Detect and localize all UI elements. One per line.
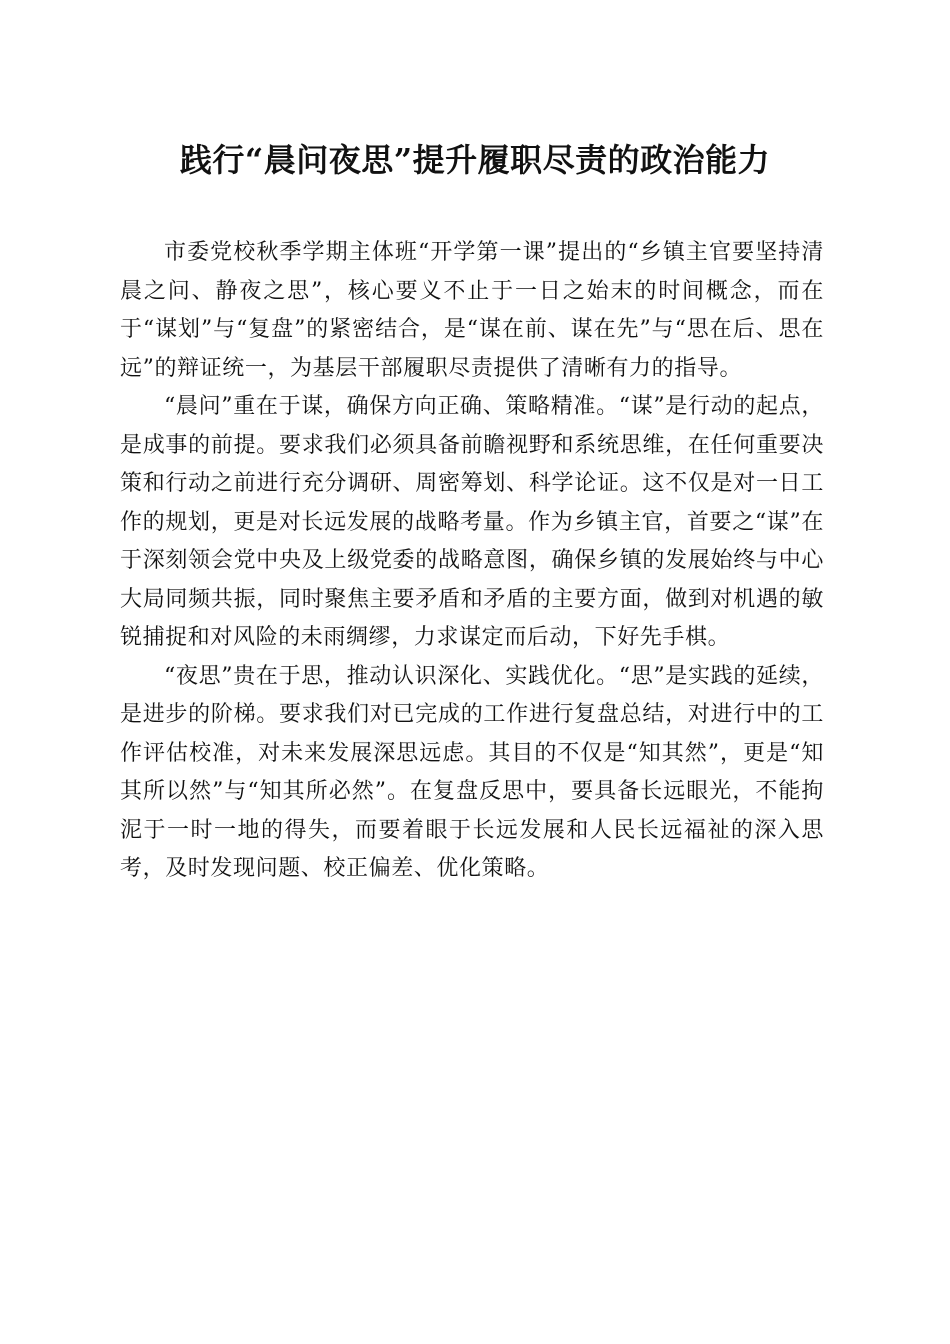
paragraph-intro: 市委党校秋季学期主体班“开学第一课”提出的“乡镇主官要坚持清晨之问、静夜之思”，核心要义不止于一日之始末的时间概念，而在于“谋划”与“复盘”的紧密结合，是“谋在前、谋在先”与“思在后、思在远”的辩证统一，为基层干部履职尽责提供了清晰有力的指导。	[120, 240, 824, 381]
document-body	[120, 234, 824, 889]
document-title: 践行“晨问夜思”提升履职尽责的政治能力	[179, 141, 771, 179]
paragraph-night-reflection: “夜思”贵在于思，推动认识深化、实践优化。“思”是实践的延续，是进步的阶梯。要求我们对已完成的工作进行复盘总结，对进行中的工作评估校准，对未来发展深思远虑。其目的不仅是“知其然”，更是“知其所以然”与“知其所必然”。在复盘反思中，要具备长远眼光，不能拘泥于一时一地的得失，而要着眼于长远发展和人民长远福祉的深入思考，及时发现问题、校正偏差、优化策略。	[120, 663, 824, 881]
paragraph-morning-question: “晨问”重在于谋，确保方向正确、策略精准。“谋”是行动的起点，是成事的前提。要求我们必须具备前瞻视野和系统思维，在任何重要决策和行动之前进行充分调研、周密筹划、科学论证。这不仅是对一日工作的规划，更是对长远发展的战略考量。作为乡镇主官，首要之“谋”在于深刻领会党中央及上级党委的战略意图，确保乡镇的发展始终与中心大局同频共振，同时聚焦主要矛盾和矛盾的主要方面，做到对机遇的敏锐捕捉和对风险的未雨绸缪，力求谋定而后动，下好先手棋。	[120, 394, 824, 650]
